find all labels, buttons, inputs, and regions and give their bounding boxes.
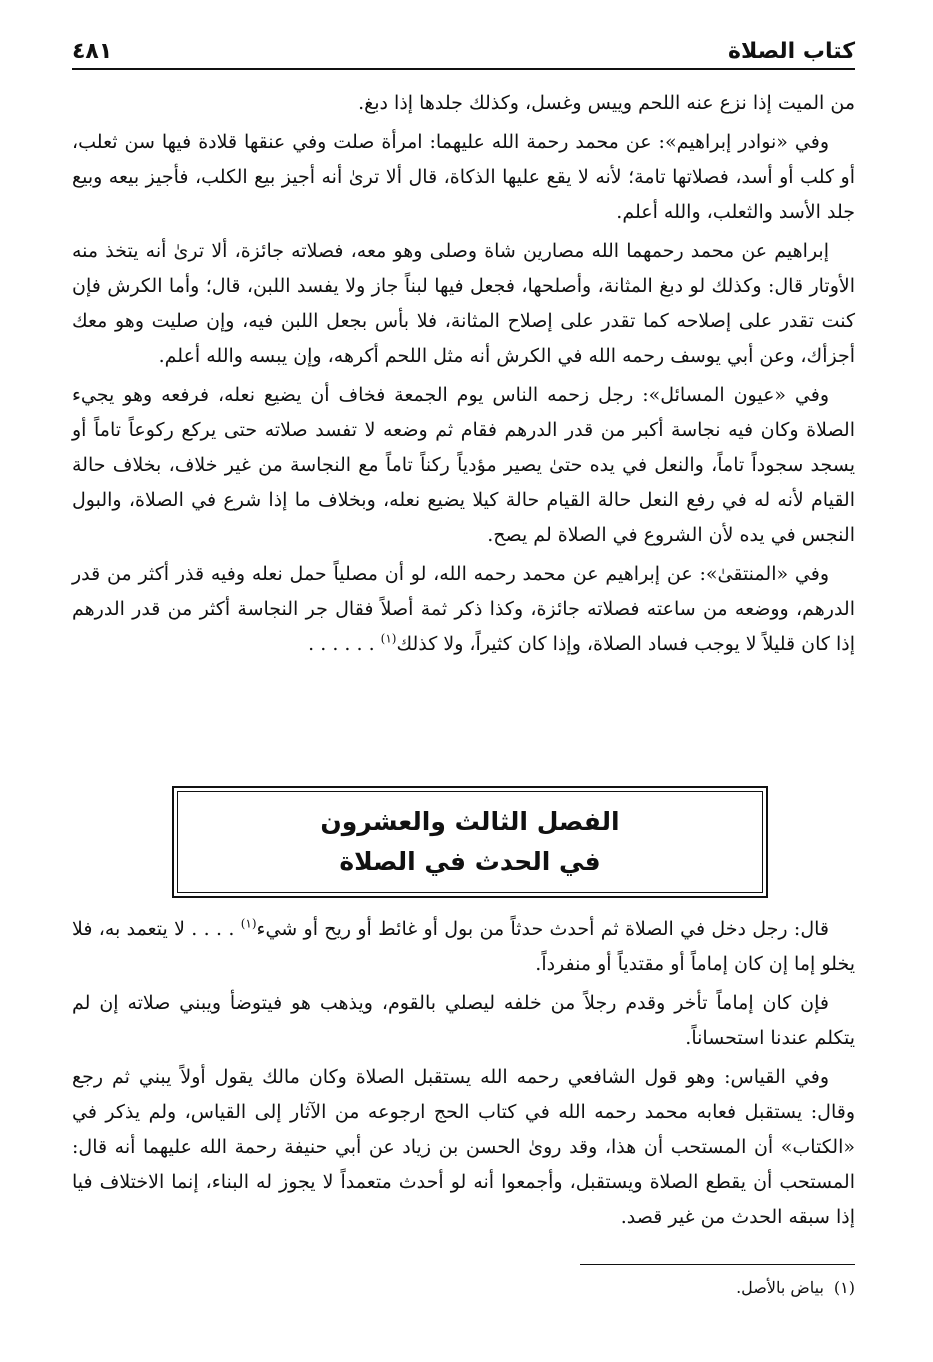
paragraph-text: وفي «المنتقىٰ»: عن إبراهيم عن محمد رحمه الله، لو أن مصلياً حمل نعله وفيه قذر أكثر من قدر الدرهم، ووضعه من ساعته فصلاته جائزة، وكذا ذكر ثمة أصلاً فقال جر النجاسة أكثر من قدر الدرهم إذا كان قليلاً لا يوجب فساد الصلاة، وإذا كان كثيراً، ولا bbox=[72, 563, 855, 655]
chapter-subtitle: في الحدث في الصلاة bbox=[339, 847, 601, 876]
footnote-number: (١) bbox=[833, 1278, 855, 1297]
header-rule bbox=[72, 68, 855, 70]
footnote-text: بياض بالأصل. bbox=[736, 1278, 824, 1297]
ellipsis: . . . . . . bbox=[308, 633, 381, 655]
footnote-rule bbox=[580, 1264, 855, 1265]
paragraph: وفي «نوادر إبراهيم»: عن محمد رحمة الله عليهما: امرأة صلت وفي عنقها قلادة فيها سن ثعلب، أو كلب أو أسد، فصلاتها تامة؛ لأنه لا يقع عليها الذكاة، قال ألا ترىٰ أنه أجيز بيع الكلب، فأجيز بيعه وبيع جلد الأسد والثعلب، والله أعلم. bbox=[72, 131, 855, 223]
footnote-marker: (١) bbox=[380, 631, 397, 646]
paragraph bbox=[72, 912, 855, 982]
chapter-title: الفصل الثالث والعشرون bbox=[320, 807, 620, 836]
footnote bbox=[736, 1276, 855, 1300]
paragraph: فإن كان إماماً تأخر وقدم رجلاً من خلفه ليصلي بالقوم، ويذهب هو فيتوضأ ويبني صلاته إن لم يتكلم عندنا استحساناً. bbox=[72, 992, 855, 1049]
paragraph: وفي القياس: وهو قول الشافعي رحمه الله يستقبل الصلاة وكان مالك يقول أولاً يبني ثم رجع وقال: يستقبل فعابه محمد رحمه الله في كتاب الحج ارجوعه من الآثار إلى القياس، ولم يذكر في «الكتاب» أن المستحب أن هذا، وقد روىٰ الحسن بن زياد عن أبي حنيفة رحمة الله عليهما أنه قال: المستحب أن يقطع الصلاة ويستقبل، وأجمعوا أنه لو أحدث متعمداً لا يجوز له البناء، إنما الاختلاف فيا إذا سبقه الحدث من غير قصد. bbox=[72, 1066, 855, 1228]
paragraph: إبراهيم عن محمد رحمهما الله مصارين شاة وصلى وهو معه، فصلاته جائزة، ألا ترىٰ أنه يتخذ منه الأوتار قال: وكذلك لو دبغ المثانة، وأصلحها، فجعل فيها لبناً جاز ولا يفسد اللبن، قال؛ وأما الكرش فإن كنت تقدر على إصلاحه كما تقدر على إصلاح المثانة، فلا بأس بجعل اللبن فيه، وإن صليت وهو معك أجزأك، وعن أبي يوسف رحمه الله في الكرش أنه مثل اللحم أكرهه، وإن يبسه والله أعلم. bbox=[72, 240, 855, 367]
page-header bbox=[72, 30, 855, 64]
paragraph bbox=[72, 557, 855, 662]
book-title: كتاب الصلاة bbox=[728, 39, 855, 64]
paragraph-tail: . . . . لا يتعمد به، فلا يخلو إما إن كان إماماً أو مقتدياً أو منفرداً. bbox=[72, 918, 855, 975]
chapter-heading-box bbox=[172, 786, 768, 898]
chapter-heading-inner bbox=[177, 791, 763, 893]
paragraph-end-word: كذلك bbox=[396, 633, 438, 655]
paragraph: وفي «عيون المسائل»: رجل زحمه الناس يوم الجمعة فخاف أن يضيع نعله، فرفعه وهو يجيء الصلاة وكان فيه نجاسة أكبر من قدر الدرهم فقام ثم وضعه لا تفسد صلاته حتى يركع ركوعاً تاماً أو يسجد سجوداً تاماً، والنعل في يده حتىٰ يصير مؤدياً ركناً تاماً مع النجاسة من غير خلاف، بخلاف حالة القيام لأنه له في رفع النعل حالة القيام حالة كيلا يضيع نعله، وبخلاف ما إذا شرع في الصلاة، والبول النجس في يده لأن الشروع في الصلاة لم يصح. bbox=[72, 384, 855, 546]
paragraph-text: قال: رجل دخل في الصلاة ثم أحدث حدثاً من بول أو غائط أو ريح أو شيء bbox=[256, 918, 829, 940]
paragraph: من الميت إذا نزع عنه اللحم وييس وغسل، وكذلك جلدها إذا دبغ. bbox=[358, 92, 855, 114]
top-text-block bbox=[72, 86, 855, 666]
bottom-text-block bbox=[72, 912, 855, 1239]
footnote-marker: (١) bbox=[240, 916, 257, 931]
page-number: ٤٨١ bbox=[72, 39, 113, 64]
